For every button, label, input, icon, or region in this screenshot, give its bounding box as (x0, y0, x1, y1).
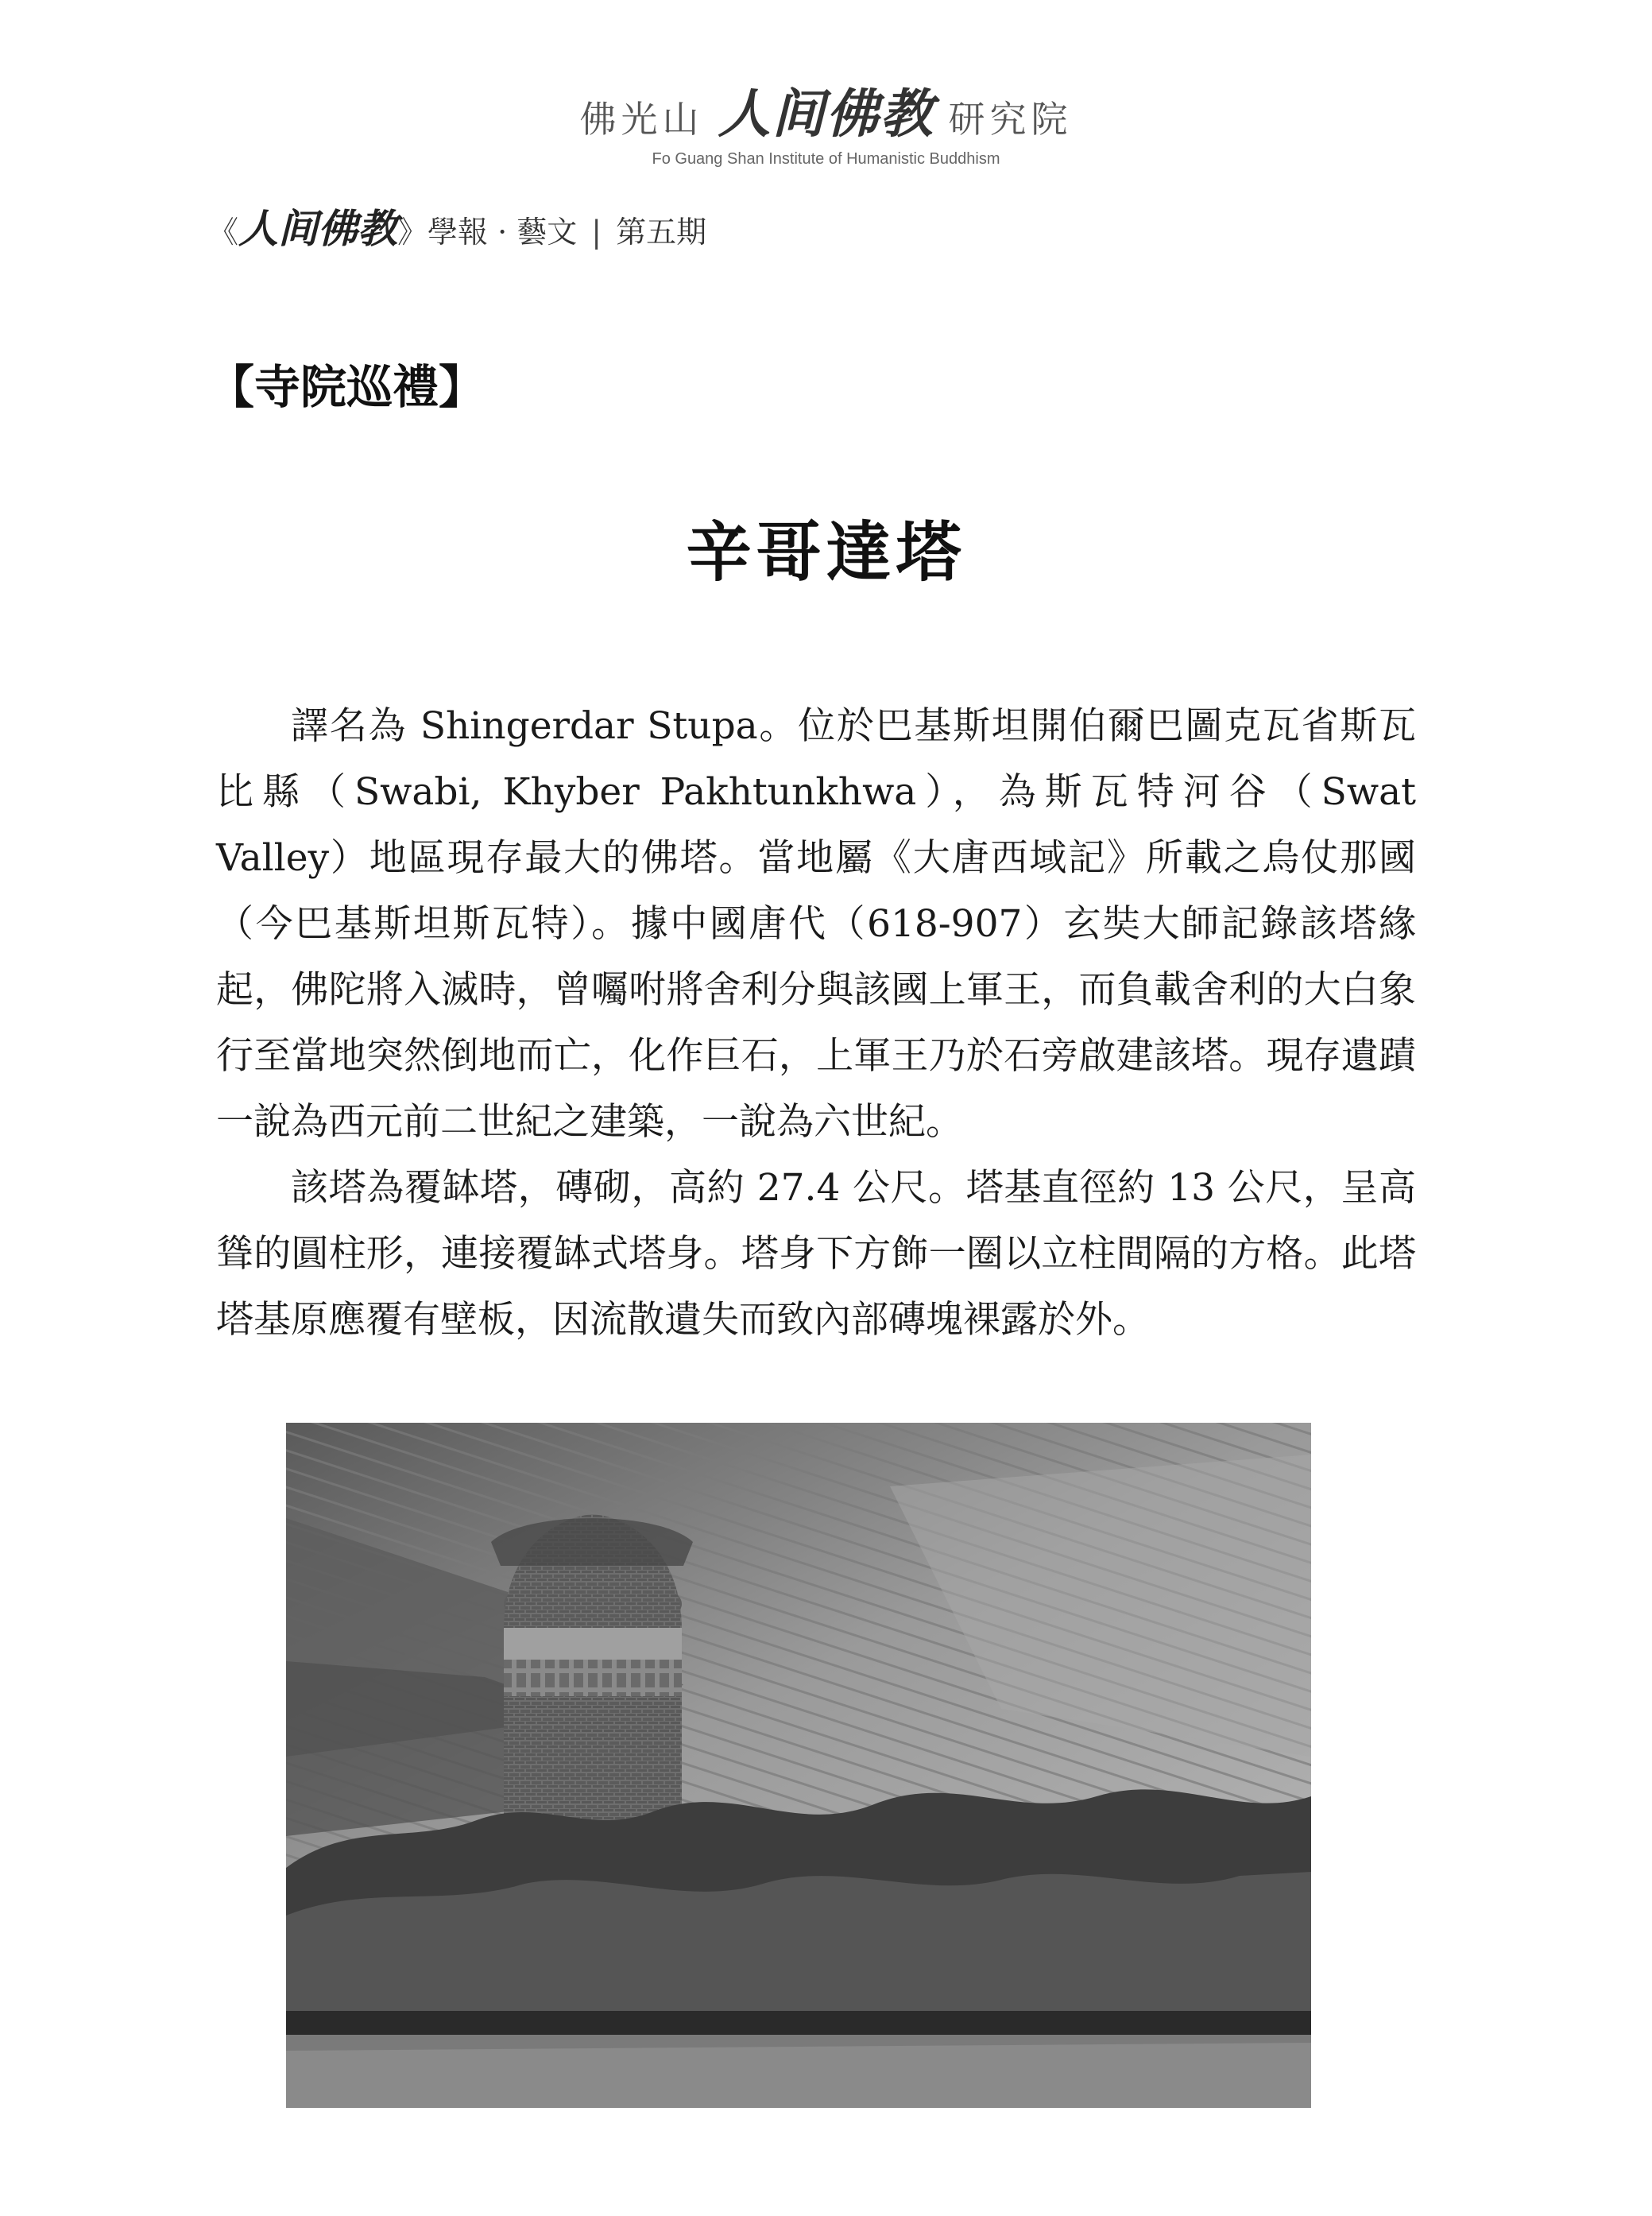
institute-prefix: 佛光山 (579, 98, 704, 141)
journal-close-bracket: 》 (397, 215, 428, 250)
journal-calligraphy-name: 人间佛教 (238, 205, 398, 252)
article-body (216, 693, 1416, 1353)
institute-english-name: Fo Guang Shan Institute of Humanistic Buddhism (652, 150, 1000, 168)
institute-calligraphy: 人间佛教 (718, 83, 934, 145)
journal-open-bracket: 《 (208, 215, 239, 250)
paragraph-2: 該塔為覆缽塔，磚砌，高約 27.4 公尺。塔基直徑約 13 公尺，呈高聳的圓柱形，連接覆缽式塔身。塔身下方飾一圈以立柱間隔的方格。此塔塔基原應覆有壁板，因流散遺失而致內部磚塊裸露於外。 (216, 1166, 1416, 1342)
stupa-photo (286, 1423, 1311, 2108)
journal-running-head (208, 197, 706, 254)
article-title: 辛哥達塔 (686, 514, 966, 591)
journal-separator: | (591, 215, 602, 250)
journal-issue: 第五期 (616, 215, 707, 250)
page-header (0, 72, 1652, 169)
journal-section: 學報 · 藝文 (428, 215, 578, 250)
institute-logo (580, 72, 1073, 147)
institute-suffix: 研究院 (948, 98, 1073, 141)
section-tag: 【寺院巡禮】 (208, 360, 486, 414)
paragraph-1: 譯名為 Shingerdar Stupa。位於巴基斯坦開伯爾巴圖克瓦省斯瓦比縣（Swabi, Khyber Pakhtunkhwa），為斯瓦特河谷（Swat Valley）地區現存最大的佛塔。當地屬《大唐西域記》所載之烏仗那國（今巴基斯坦斯瓦特）。據中國唐代（618-907）玄奘大師記錄該塔緣起，佛陀將入滅時，曾囑咐將舍利分與該國上軍王，而負載舍利的大白象行至當地突然倒地而亡，化作巨石，上軍王乃於石旁啟建該塔。現存遺蹟一說為西元前二世紀之建築，一說為六世紀。 (216, 704, 1416, 1144)
